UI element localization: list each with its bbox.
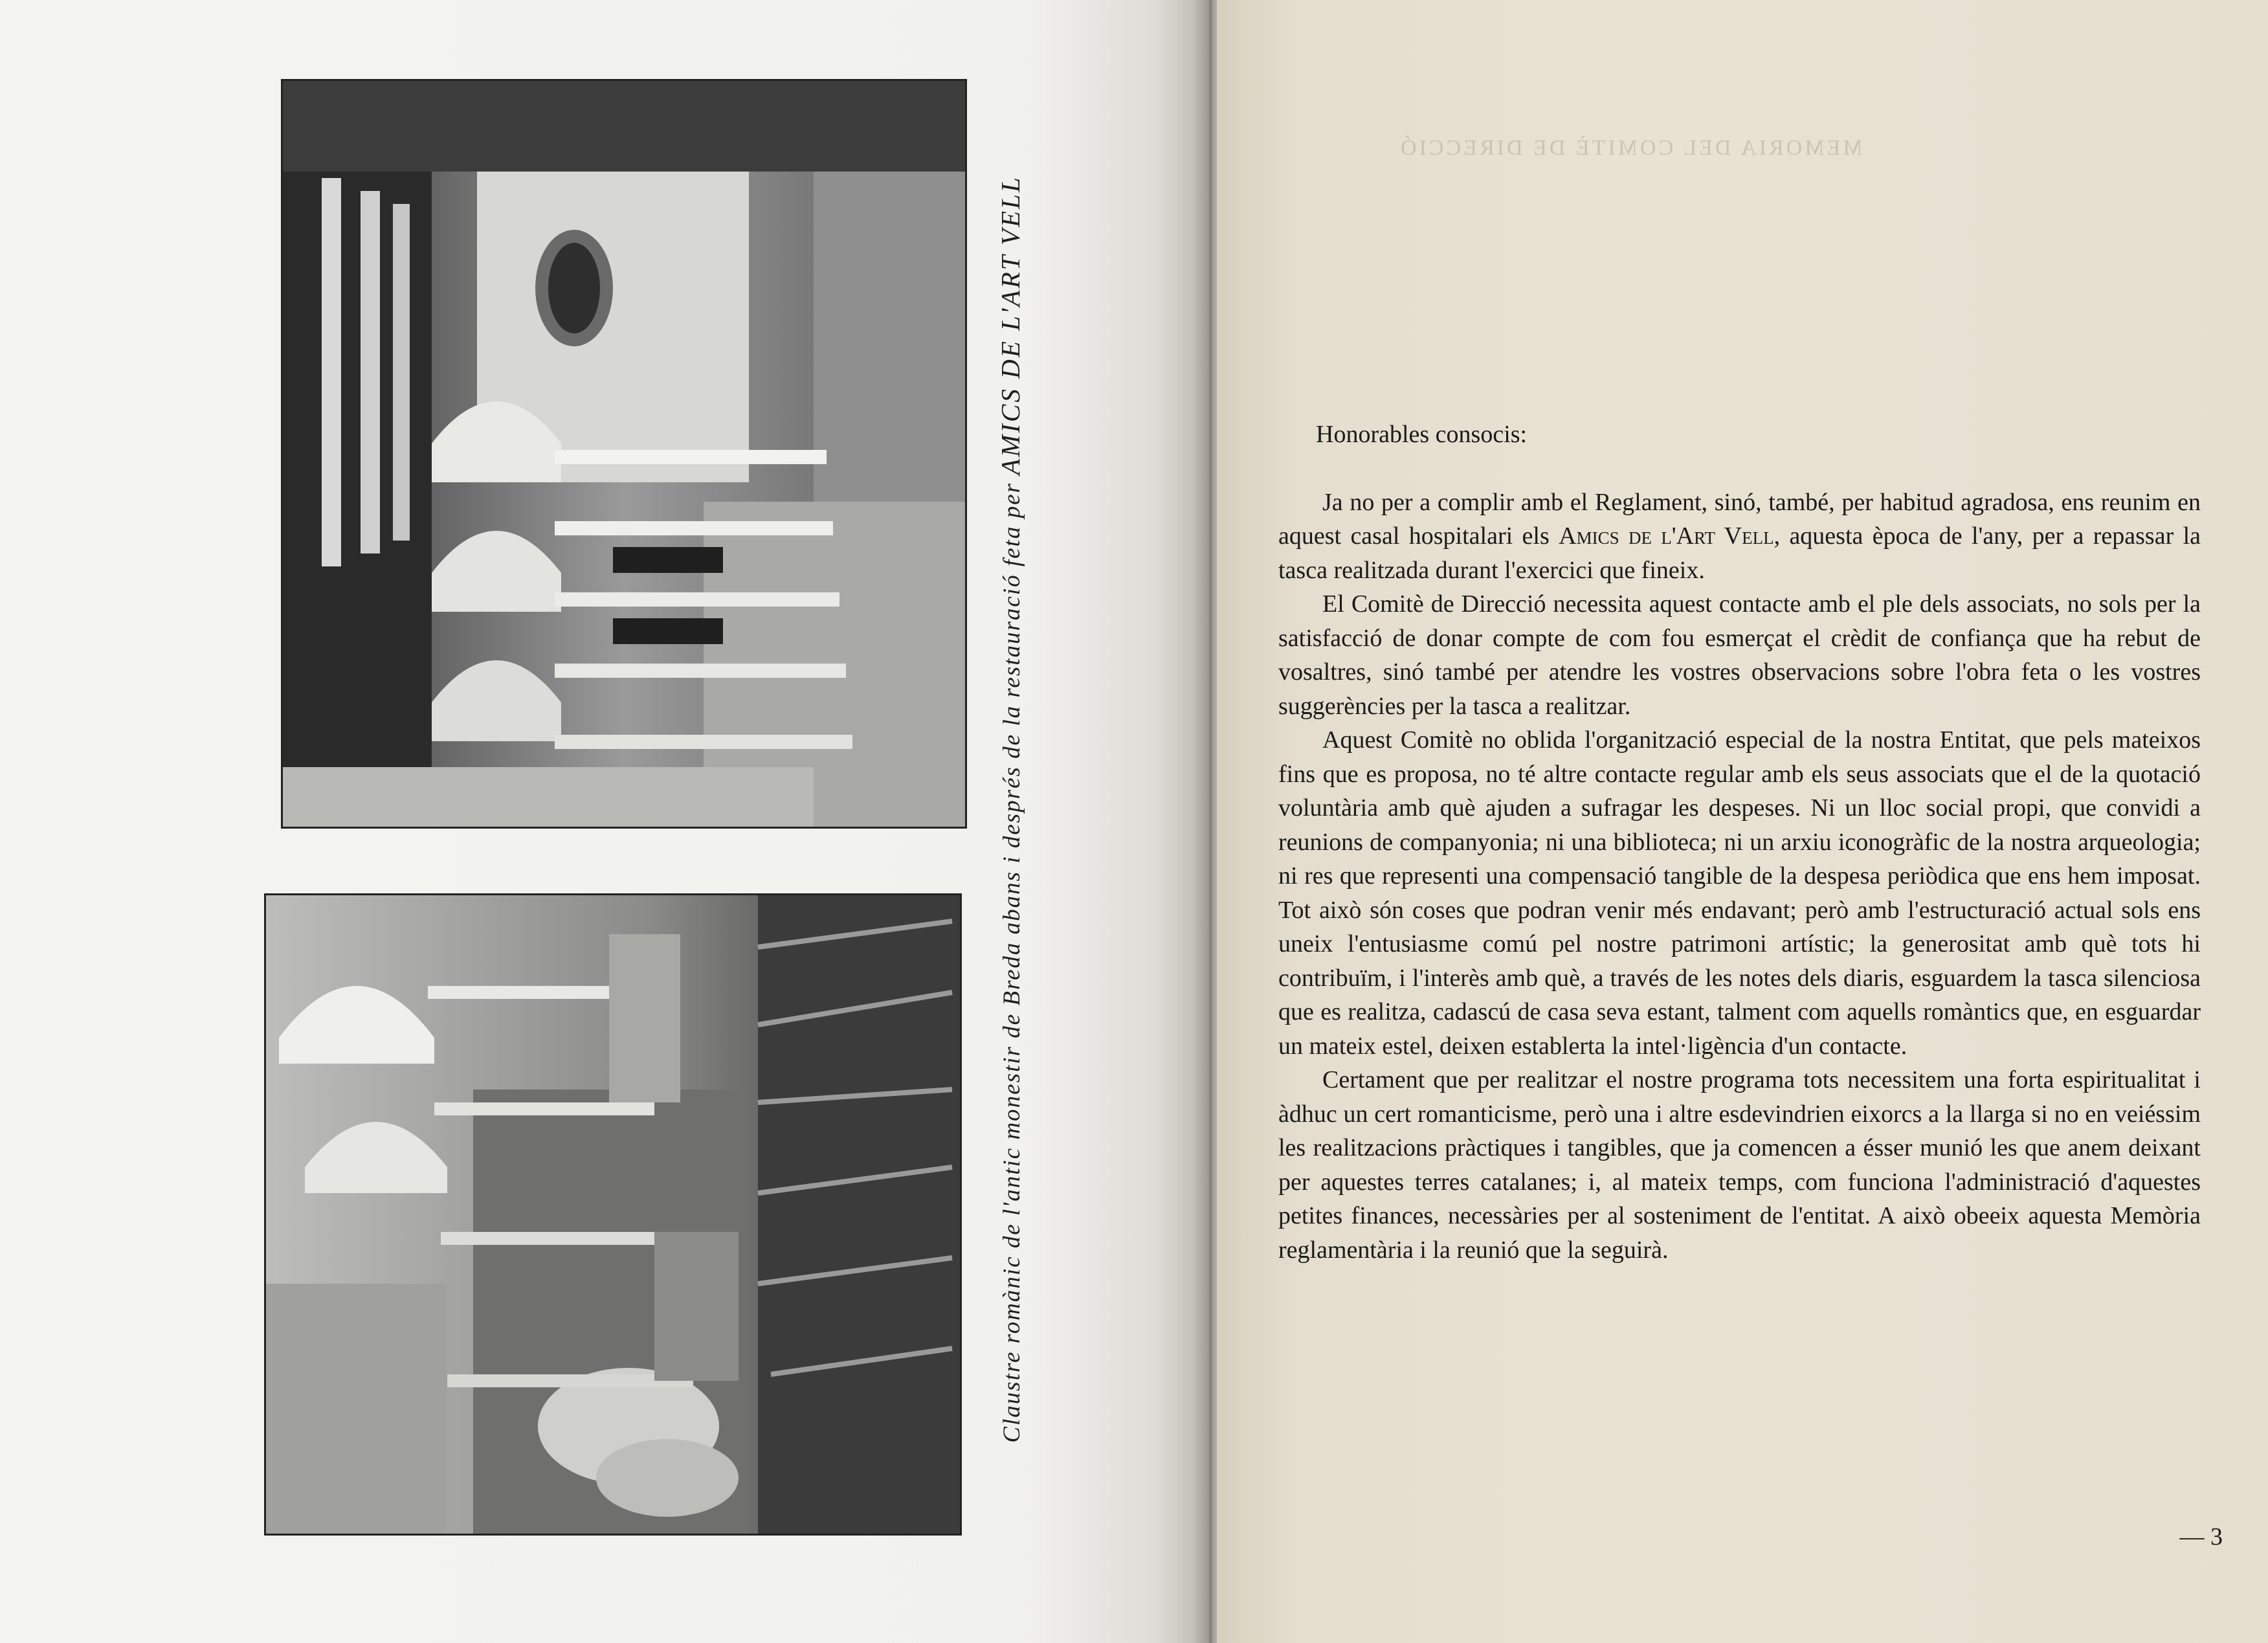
cloister-photo-after: [283, 81, 965, 827]
paragraph-1-text: Ja no per a complir amb el Reglament, sinó, també, per habitud agradosa, ens reunim en aquest casal hospitalari els: [1278, 488, 2201, 550]
paragraph-1-tail: , aquesta època de l'any, per a repassar la tasca realitzada durant l'exercici que fineix.: [1278, 522, 2201, 584]
greeting: Honorables consocis:: [1316, 421, 1528, 448]
paragraph-3: Aquest Comitè no oblida l'organització especial de la nostra Entitat, que pels mateixos fins que es proposa, no té altre contacte regular amb els seus associats que el de la quotació voluntària amb què ajuden a sufragar les despeses. Ni un lloc social propi, que convidi a reunions de companyonia; ni una biblioteca; ni un arxiu iconogràfic de la nostra arqueologia; ni res que representi una compensació tangible de la despesa periòdica que ens hem imposat. Tot això són coses que podran venir més endavant; però amb l'estructuració actual sols ens uneix l'entusiasme comú pel nostre patrimoni artístic; la generositat amb què tots hi contribuïm, i l'interès amb què, a través de les notes dels diaris, esguardem la tasca silenciosa que es realitza, cadascú de casa seva estant, talment com aquells romàntics que, en esguardar un mateix estel, deixen establerta la intel·ligència d'un contacte.: [1278, 726, 2201, 1060]
paragraph-2: El Comitè de Direcció necessita aquest contacte amb el ple dels associats, no sols per la satisfacció de donar compte de com fou esmerçat el crèdit de confiança que ha rebut de vosaltres, sinó també per atendre les vostres observacions sobre l'obra feta o les vostres suggerències per la tasca a realitzar.: [1278, 590, 2201, 720]
memoir-body: [1278, 418, 2201, 1267]
photo-cloister-before-restoration: [264, 893, 962, 1536]
caption-organization: AMICS DE L'ART VELL: [995, 175, 1025, 475]
paragraph-4: Certament que per realitzar el nostre programa tots necessitem una forta espiritualitat i àdhuc un cert romanticisme, però una i altre esdevindrien eixorcs a la llarga si no en veiéssim les realitzacions pràctiques i tangibles, que ja comencen a ésser munió les que anem deixant per aquestes terres catalanes; i, al mateix temps, com funciona l'administració d'aquestes petites finances, necessàries per al sosteniment de l'entitat. A això obeeix aquesta Memòria reglamentària i la reunió que la seguirà.: [1278, 1066, 2201, 1264]
photo-caption: [988, 97, 1033, 1521]
organization-name: Amics de l'Art Vell: [1559, 522, 1774, 550]
photo-caption-container: [988, 97, 1033, 1521]
cloister-photo-before: [266, 895, 960, 1534]
photo-cloister-after-restoration: [281, 79, 967, 829]
caption-text: Claustre romànic de l'antic monestir de Breda abans i després de la restauració feta per: [999, 482, 1025, 1443]
paragraph-1: [1278, 486, 2201, 588]
page-number: — 3: [2179, 1523, 2223, 1550]
bleed-through-heading: MEMORIA DEL COMITÈ DE DIRECCIÓ: [1398, 136, 1863, 160]
right-page: [1217, 0, 2268, 1643]
